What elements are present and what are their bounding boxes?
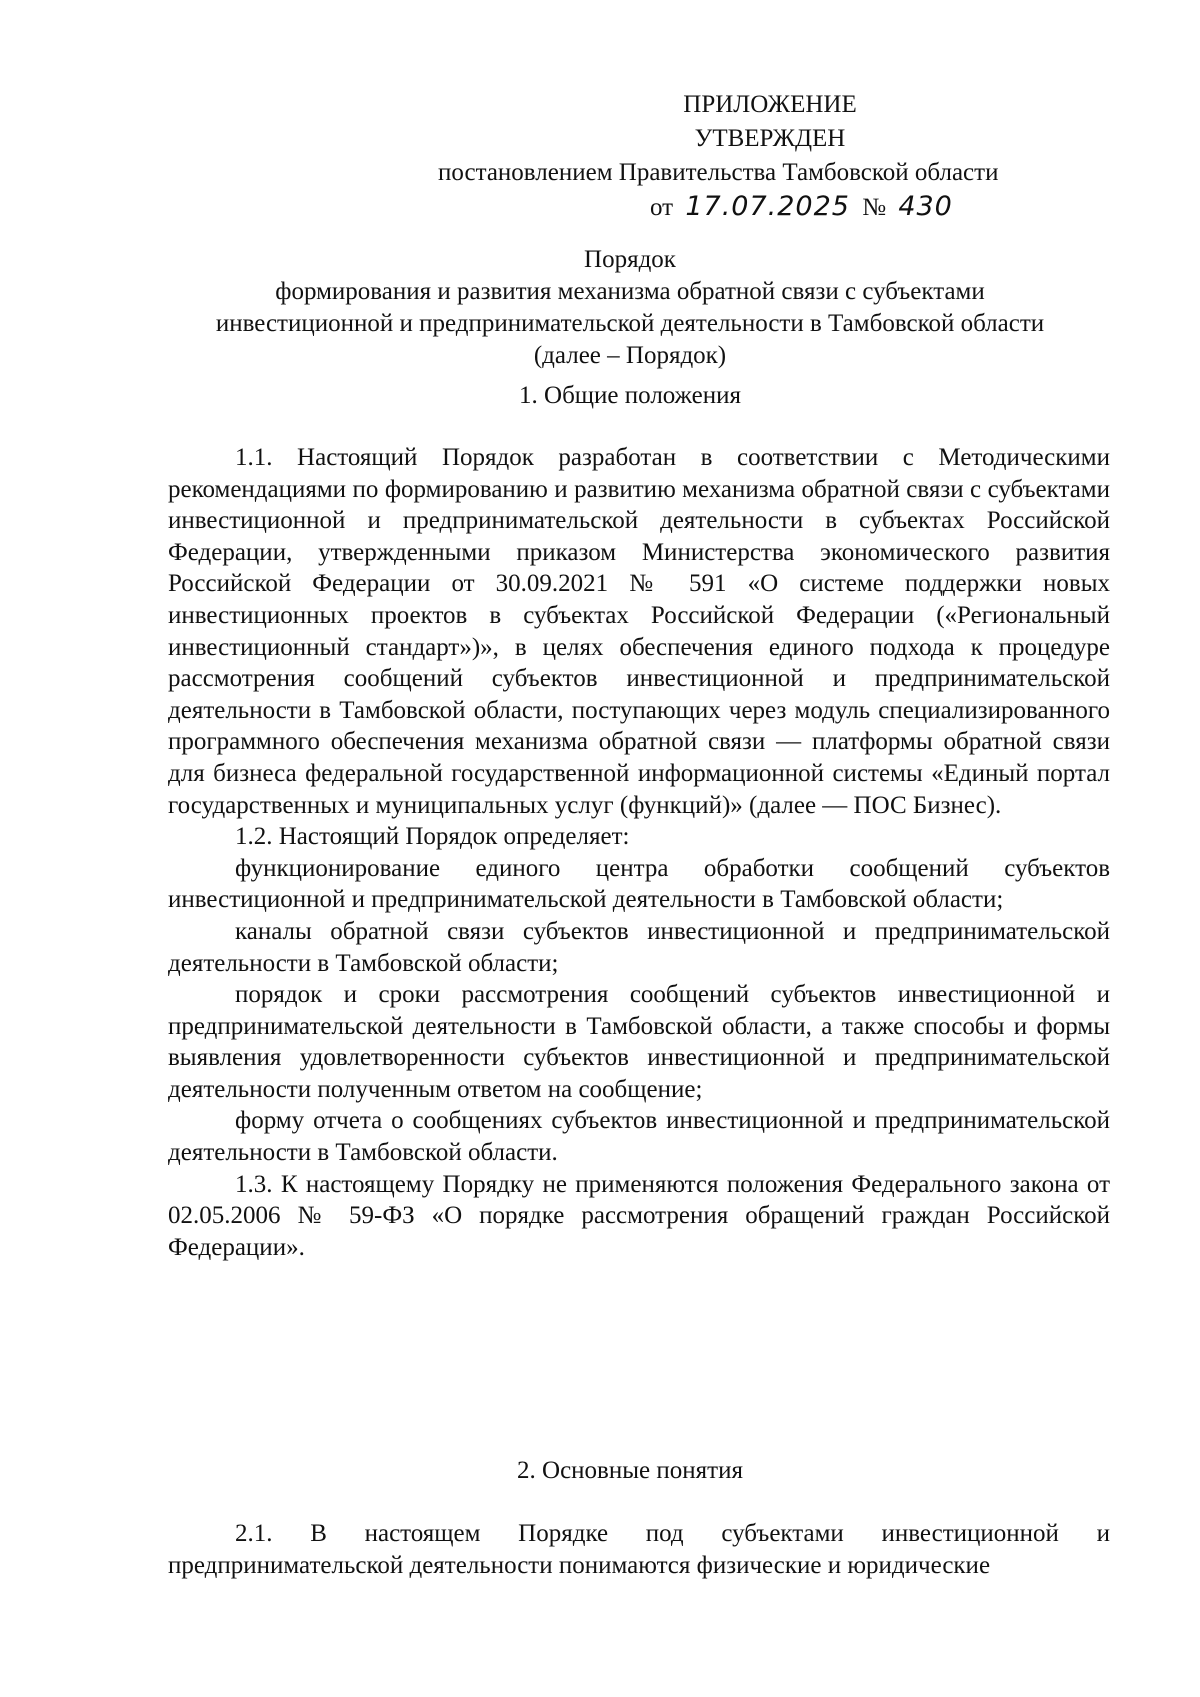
approved-label: УТВЕРЖДЕН bbox=[694, 125, 846, 152]
resolution-date-line bbox=[470, 190, 1200, 225]
title-line-1: Порядок bbox=[584, 246, 676, 273]
paragraph-1-2-b: каналы обратной связи субъектов инвестиционной и предпринимательской деятельности в Тамбовской области; bbox=[168, 917, 1110, 977]
paragraph-1-2: 1.2. Настоящий Порядок определяет: bbox=[235, 823, 630, 851]
paragraph-1-1: 1.1. Настоящий Порядок разработан в соответствии с Методическими рекомендациями по формированию и развитию механизма обратной связи с субъектами инвестиционной и предпринимательской деятельности в субъектах Российской Федерации, утвержденными приказом Министерства экономического развития Российской Федерации от 30.09.2021 № 591 «О системе поддержки новых инвестиционных проектов в субъектах Российской Федерации («Региональный инвестиционный стандарт»)», в целях обеспечения единого подхода к процедуре рассмотрения сообщений субъектов инвестиционной и предпринимательской деятельности в Тамбовской области, поступающих через модуль специализированного программного обеспечения механизма обратной связи — платформы обратной связи для бизнеса федеральной государственной информационной системы «Единый портал государственных и муниципальных услуг (функций)» (далее — ПОС Бизнес). bbox=[168, 444, 1110, 819]
title-line-3: инвестиционной и предпринимательской деятельности в Тамбовской области bbox=[215, 310, 1045, 337]
section-1-body bbox=[168, 442, 1110, 1263]
section-2-heading: 2. Основные понятия bbox=[517, 1457, 743, 1484]
title-line-4: (далее – Порядок) bbox=[533, 342, 727, 369]
paragraph-2-1: 2.1. В настоящем Порядке под субъектами инвестиционной и предпринимательской деятельности понимаются физические и юридические bbox=[168, 1520, 1110, 1579]
resolution-label: постановлением Правительства Тамбовской области bbox=[438, 159, 999, 186]
date-prefix: от bbox=[650, 194, 674, 221]
handwritten-date: 17.07.2025 bbox=[685, 191, 850, 222]
approval-header bbox=[438, 88, 1130, 225]
section-1-heading: 1. Общие положения bbox=[519, 382, 741, 409]
handwritten-number: 430 bbox=[898, 191, 953, 222]
section-2-body bbox=[168, 1518, 1110, 1581]
document-title bbox=[150, 244, 1110, 372]
paragraph-1-2-c: порядок и сроки рассмотрения сообщений субъектов инвестиционной и предпринимательской деятельности в Тамбовской области, а также способы и формы выявления удовлетворенности субъектов инвестиционной и предпринимательской деятельности полученным ответом на сообщение; bbox=[168, 981, 1110, 1103]
appendix-label: ПРИЛОЖЕНИЕ bbox=[683, 91, 857, 118]
paragraph-1-2-d: форму отчета о сообщениях субъектов инвестиционной и предпринимательской деятельности в Тамбовской области. bbox=[168, 1107, 1110, 1167]
number-prefix: № bbox=[862, 194, 887, 221]
paragraph-1-2-a: функционирование единого центра обработки сообщений субъектов инвестиционной и предпринимательской деятельности в Тамбовской области; bbox=[168, 854, 1110, 914]
paragraph-1-3: 1.3. К настоящему Порядку не применяются положения Федерального закона от 02.05.2006 № 59-ФЗ «О порядке рассмотрения обращений граждан Российской Федерации». bbox=[168, 1170, 1110, 1261]
title-line-2: формирования и развития механизма обратной связи с субъектами bbox=[275, 278, 985, 305]
